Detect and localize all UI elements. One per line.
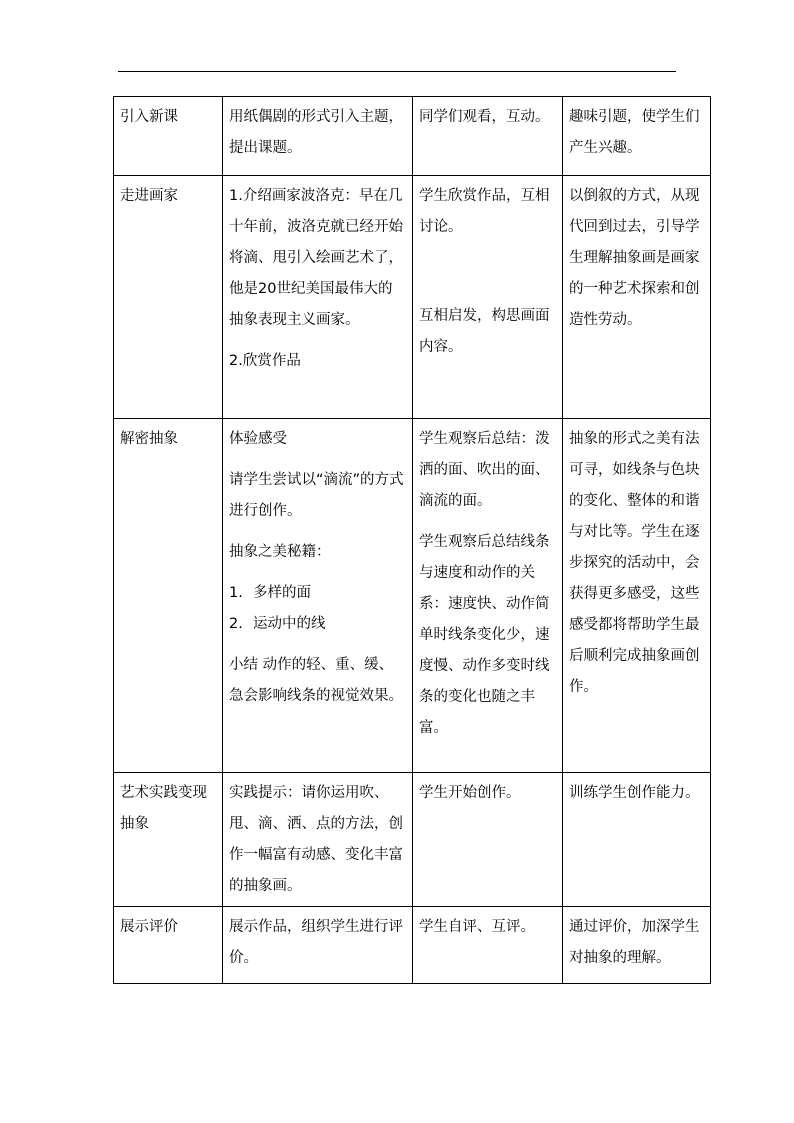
student-cell (413, 907, 563, 984)
student-text: 学生观察后总结：泼洒的面、吹出的面、滴流的面。 (419, 431, 550, 509)
stage-text: 展示评价 (120, 919, 178, 935)
header-rule (118, 71, 676, 72)
teacher-text: 请学生尝试以“滴流”的方式进行创作。 (229, 472, 404, 519)
intent-cell (563, 773, 711, 907)
stage-text: 解密抽象 (120, 431, 178, 447)
table-row (114, 773, 711, 907)
student-cell (413, 176, 563, 419)
list-number: 1. (229, 585, 243, 601)
intent-cell (563, 97, 711, 176)
student-text: 互相启发，构思画面内容。 (419, 308, 550, 355)
teacher-text: 2.欣赏作品 (229, 353, 301, 369)
teacher-cell (223, 419, 413, 773)
student-text: 学生开始创作。 (419, 785, 521, 801)
teacher-text: 小结 动作的轻、重、缓、急会影响线条的视觉效果。 (229, 657, 403, 704)
list-item (229, 609, 406, 640)
list-item-text: 运动中的线 (253, 616, 326, 632)
intent-text: 训练学生创作能力。 (569, 785, 700, 801)
student-text: 同学们观看，互动。 (419, 109, 550, 125)
student-text: 学生自评、互评。 (419, 919, 535, 935)
stage-text: 走进画家 (120, 188, 178, 204)
stage-text: 艺术实践变现抽象 (120, 785, 207, 832)
stage-cell (114, 419, 223, 773)
student-text: 学生观察后总结线条与速度和动作的关系：速度快、动作简单时线条变化少，速度慢、动作多变时线条的变化也随之丰富。 (419, 534, 550, 736)
teacher-text: 展示作品，组织学生进行评价。 (229, 919, 403, 966)
intent-cell (563, 419, 711, 773)
teacher-text: 1.介绍画家波洛克：早在几十年前，波洛克就已经开始将滴、甩引入绘画艺术了，他是20世纪美国最伟大的抽象表现主义画家。 (229, 188, 403, 328)
teacher-text: 体验感受 (229, 431, 287, 447)
student-text: 学生欣赏作品，互相讨论。 (419, 188, 550, 235)
student-cell (413, 97, 563, 176)
stage-cell (114, 176, 223, 419)
list-number: 2. (229, 616, 243, 632)
teacher-text: 实践提示：请你运用吹、甩、滴、洒、点的方法，创作一幅富有动感、变化丰富的抽象画。 (229, 785, 403, 894)
intent-text: 以倒叙的方式，从现代回到过去，引导学生理解抽象画是画家的一种艺术探索和创造性劳动。 (569, 188, 700, 328)
intent-text: 趣味引题，使学生们产生兴趣。 (569, 109, 700, 156)
student-cell (413, 419, 563, 773)
intent-cell (563, 907, 711, 984)
table-row (114, 419, 711, 773)
teacher-text: 抽象之美秘籍： (229, 544, 331, 560)
intent-cell (563, 176, 711, 419)
teacher-text: 用纸偶剧的形式引入主题，提出课题。 (229, 109, 403, 156)
table-row (114, 97, 711, 176)
student-cell (413, 773, 563, 907)
teacher-cell (223, 773, 413, 907)
intent-text: 抽象的形式之美有法可寻，如线条与色块的变化、整体的和谐与对比等。学生在逐步探究的活动中，会获得更多感受，这些感受都将帮助学生最后顺利完成抽象画创作。 (569, 431, 700, 695)
list-item-text: 多样的面 (253, 585, 311, 601)
teacher-cell (223, 907, 413, 984)
stage-text: 引入新课 (120, 109, 178, 125)
teacher-cell (223, 176, 413, 419)
stage-cell (114, 773, 223, 907)
stage-cell (114, 97, 223, 176)
intent-text: 通过评价，加深学生对抽象的理解。 (569, 919, 700, 966)
list-item (229, 578, 406, 609)
table-row (114, 176, 711, 419)
lesson-plan-table (113, 96, 711, 984)
table-row (114, 907, 711, 984)
teacher-cell (223, 97, 413, 176)
stage-cell (114, 907, 223, 984)
